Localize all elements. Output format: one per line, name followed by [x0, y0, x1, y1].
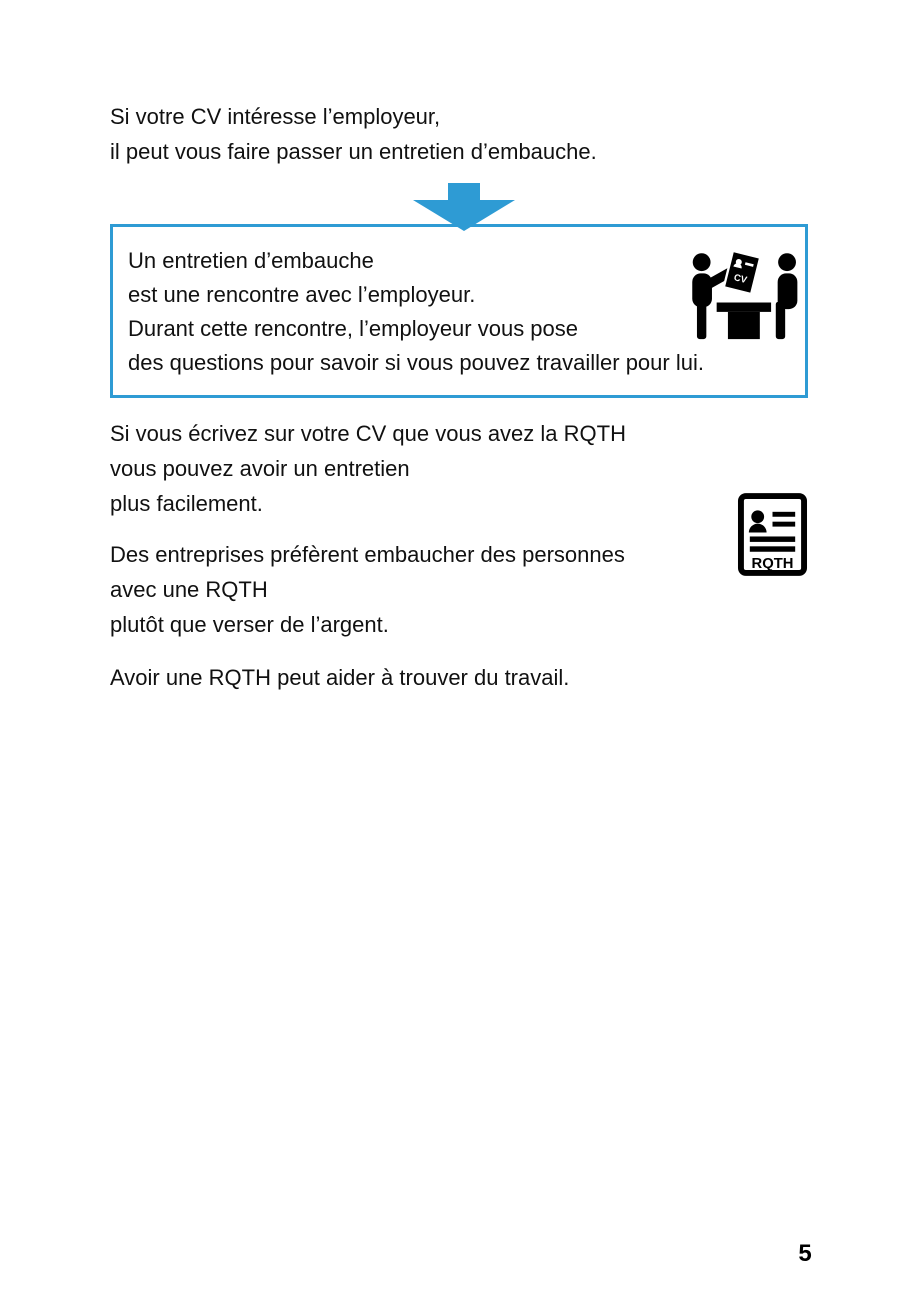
box-line-2: est une rencontre avec l’employeur.: [128, 282, 476, 307]
companies-paragraph: [110, 537, 625, 642]
rqth-paragraph: [110, 416, 626, 521]
companies-line-3: plutôt que verser de l’argent.: [110, 612, 389, 637]
box-line-3: Durant cette rencontre, l’employeur vous pose: [128, 316, 579, 341]
companies-line-1: Des entreprises préfèrent embaucher des personnes: [110, 542, 625, 567]
intro-paragraph: [110, 99, 597, 169]
cv-paper-label: CV: [732, 272, 748, 286]
definition-box: [110, 224, 808, 398]
conclusion-line-1: Avoir une RQTH peut aider à trouver du travail.: [110, 665, 570, 690]
conclusion-paragraph: [110, 660, 569, 695]
box-line-1: Un entretien d’embauche: [128, 248, 374, 273]
rqth-line-2: vous pouvez avoir un entretien: [110, 456, 410, 481]
intro-line-2: il peut vous faire passer un entretien d’embauche.: [110, 139, 597, 164]
intro-line-1: Si votre CV intéresse l’employeur,: [110, 104, 441, 129]
rqth-line-3: plus facilement.: [110, 491, 263, 516]
page-number: 5: [798, 1240, 812, 1267]
companies-line-2: avec une RQTH: [110, 577, 268, 602]
interview-icon: [681, 249, 803, 341]
rqth-line-1: Si vous écrivez sur votre CV que vous avez la RQTH: [110, 421, 626, 446]
down-arrow-icon: [413, 183, 515, 231]
box-line-4: des questions pour savoir si vous pouvez travailler pour lui.: [128, 350, 704, 375]
rqth-card-label: RQTH: [751, 556, 794, 573]
definition-box-text: [128, 244, 704, 380]
rqth-card-icon: [737, 492, 808, 577]
